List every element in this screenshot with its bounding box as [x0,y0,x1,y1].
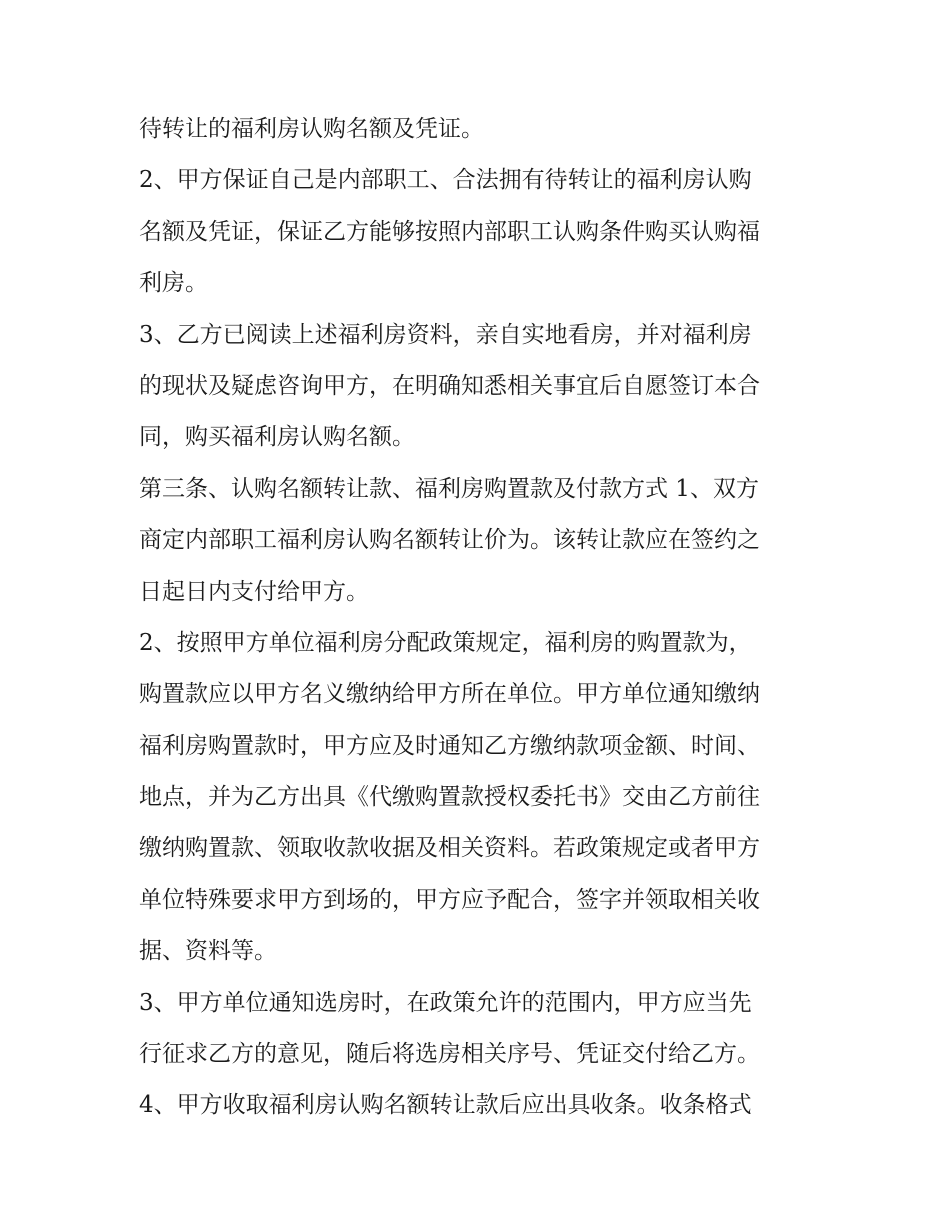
text-line: 据、资料等。 [139,938,277,965]
text-line: 利房。 [139,270,208,297]
text-line: 第三条、认购名额转让款、福利房购置款及付款方式 1、双方 [139,475,759,502]
text-line: 名额及凭证，保证乙方能够按照内部职工认购条件购买认购福 [139,218,760,245]
text-line: 商定内部职工福利房认购名额转让价为。该转让款应在签约之 [139,527,760,554]
text-line: 福利房购置款时，甲方应及时通知乙方缴纳款项金额、时间、 [139,732,760,759]
text-line: 同，购买福利房认购名额。 [139,424,415,451]
text-line: 2、按照甲方单位福利房分配政策规定，福利房的购置款为， [139,629,752,656]
text-line: 缴纳购置款、领取收款收据及相关资料。若政策规定或者甲方 [139,835,760,862]
text-line: 4、甲方收取福利房认购名额转让款后应出具收条。收条格式 [139,1092,752,1119]
text-line: 地点，并为乙方出具《代缴购置款授权委托书》交由乙方前往 [139,784,760,811]
document-body [139,104,819,1132]
text-line: 待转让的福利房认购名额及凭证。 [139,116,484,142]
text-line: 日起日内支付给甲方。 [139,578,369,605]
text-line: 3、甲方单位通知选房时，在政策允许的范围内，甲方应当先 [139,989,752,1016]
text-line: 的现状及疑虑咨询甲方，在明确知悉相关事宜后自愿签订本合 [139,372,760,399]
text-line: 单位特殊要求甲方到场的，甲方应予配合，签字并领取相关收 [139,886,760,913]
text-line: 3、乙方已阅读上述福利房资料，亲自实地看房，并对福利房 [139,321,752,348]
text-line: 2、甲方保证自己是内部职工、合法拥有待转让的福利房认购 [139,167,752,194]
text-line: 购置款应以甲方名义缴纳给甲方所在单位。甲方单位通知缴纳 [139,681,760,708]
text-line: 行征求乙方的意见，随后将选房相关序号、凭证交付给乙方。 [139,1041,760,1068]
